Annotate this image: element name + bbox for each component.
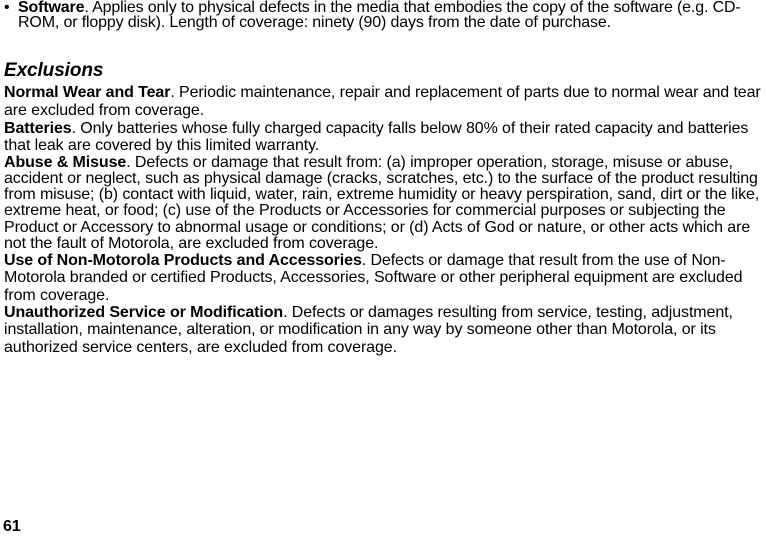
exclusion-normal-wear	[4, 84, 766, 120]
software-term: Software	[18, 0, 85, 16]
exclusion-text-continued: from coverage.	[4, 286, 110, 304]
software-description: . Applies only to physical defects in the media that embodies the copy of the software (e.g. CD-ROM, or floppy disk). Length of coverage: ninety (90) days from the date of purchase.	[18, 0, 741, 31]
software-paragraph	[18, 1, 764, 30]
exclusion-term: Abuse & Misuse	[4, 154, 127, 172]
software-bullet-item	[2, 1, 764, 30]
exclusion-text: . Periodic maintenance, repair and replacement of parts due to normal wear and tear are excluded from coverage.	[4, 84, 761, 119]
exclusion-non-motorola	[4, 252, 766, 304]
bullet-icon: •	[4, 0, 10, 16]
exclusion-text: . Defects or damages resulting from service, testing, adjustment, installation, maintenance, alteration, or modification in any way by someone other than Motorola, or its authorized service centers, are excluded from coverage.	[4, 303, 733, 356]
exclusion-abuse-misuse	[4, 155, 766, 252]
exclusions-body	[4, 84, 766, 356]
exclusion-term: Batteries	[4, 119, 72, 137]
page-number: 61	[3, 518, 21, 535]
exclusion-term: Use of Non-Motorola Products and Accessories	[4, 251, 362, 269]
exclusion-unauthorized-service	[4, 304, 766, 356]
exclusion-text: . Defects or damage that result from: (a) improper operation, storage, misuse or abuse, accident or neglect, such as physical damage (cracks, scratches, etc.) to the surface of the product resulting from misuse; (b) contact with liquid, water, rain, extreme humidity or heavy perspiration, sand, dirt or the like, extreme heat, or food; (c) use of the Products or Accessories for commercial purposes or subjecting the Product or Accessory to abnormal usage or conditions; or (d) Acts of God or nature, or other acts which are not the fault of Motorola, are excluded from coverage.	[4, 154, 760, 252]
exclusion-batteries	[4, 120, 766, 156]
exclusion-text: . Only batteries whose fully charged capacity falls below 80% of their rated capacity and batteries that leak are covered by this limited warranty.	[4, 119, 749, 155]
exclusions-heading: Exclusions	[4, 60, 104, 81]
exclusion-term: Unauthorized Service or Modification	[4, 303, 284, 321]
exclusion-text: . Defects or damage that result from the use of Non-Motorola branded or certified Products, Accessories, Software or other peripheral equipment are excluded	[4, 251, 743, 287]
exclusion-term: Normal Wear and Tear	[4, 84, 171, 101]
